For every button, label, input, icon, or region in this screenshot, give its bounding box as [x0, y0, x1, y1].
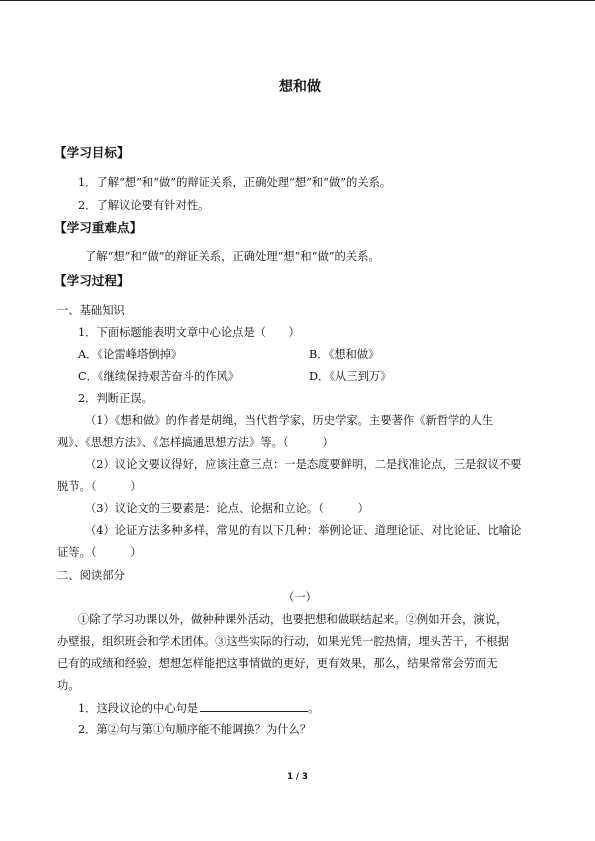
q1-option-c: C．《继续保持艰苦奋斗的作风》 — [78, 370, 240, 383]
q2-item-2-line-2: 脱节。（ ） — [57, 480, 142, 493]
passage-line-2: 办壁报，组织班会和学术团体。③这些实际的行动，如果光凭一腔热情，埋头苦干，不根据 — [57, 635, 509, 648]
keypoints-heading: 【学习重难点】 — [54, 220, 143, 235]
page-number: 1 / 3 — [287, 772, 308, 782]
reading-question-1-prefix: 1．这段议论的中心句是 — [78, 702, 199, 715]
goals-heading: 【学习目标】 — [54, 145, 130, 160]
reading-section-marker: （一） — [283, 591, 317, 604]
q2-item-3-line-1: （3）议论文的三要素是：论点、论据和立论。（ ） — [85, 502, 369, 515]
q1-option-a: A．《论雷峰塔倒掉》 — [78, 348, 183, 361]
passage-line-3: 已有的成绩和经验，想想怎样能把这事情做的更好，更有效果，那么，结果常常会劳而无 — [57, 657, 498, 670]
part2-label: 二、阅读部分 — [57, 569, 125, 582]
q2-item-1-line-1: （1）《想和做》的作者是胡绳，当代哲学家，历史学家。主要著作《新哲学的人生 — [85, 414, 494, 427]
q2-item-2-line-1: （2）议论文要议得好，应该注意三点：一是态度要鲜明，二是找准论点，三是叙议不要 — [85, 458, 522, 471]
q1-option-d: D．《从三到万》 — [309, 370, 392, 383]
process-heading: 【学习过程】 — [54, 273, 130, 288]
page-top-border — [0, 0, 595, 1]
q2-item-4-line-2: 证等。（ ） — [57, 546, 142, 559]
part1-label: 一、基础知识 — [57, 304, 125, 317]
reading-question-1-suffix: 。 — [308, 702, 320, 715]
q2-item-4-line-1: （4）论证方法多种多样，常见的有以下几种：举例论证、道理论证、对比论证、比喻论 — [85, 524, 522, 537]
reading-question-2: 2．第②句与第①句顺序能不能调换？为什么？ — [78, 723, 312, 736]
keypoints-text: 了解“想”和“做”的辩证关系，正确处理“想”和“做”的关系。 — [85, 250, 380, 263]
passage-line-1: ①除了学习功课以外，做种种课外活动，也要把想和做联结起来。②例如开会，演说， — [78, 613, 508, 626]
answer-blank[interactable] — [200, 700, 308, 712]
document-title: 想和做 — [279, 79, 321, 95]
goal-item-2: 2．了解议论要有针对性。 — [78, 199, 210, 212]
passage-line-4: 功。 — [57, 679, 80, 692]
q1-option-b: B．《想和做》 — [309, 348, 380, 361]
goal-item-1: 1．了解“想”和“做”的辩证关系，正确处理“想”和“做”的关系。 — [78, 176, 392, 189]
q2-item-1-line-2: 观》、《思想方法》、《怎样搞通思想方法》等。（ ） — [57, 436, 334, 449]
q2-stem: 2．判断正误。 — [78, 392, 153, 405]
reading-question-1 — [78, 700, 319, 717]
q1-stem: 1．下面标题能表明文章中心论点是（ ） — [78, 326, 300, 339]
